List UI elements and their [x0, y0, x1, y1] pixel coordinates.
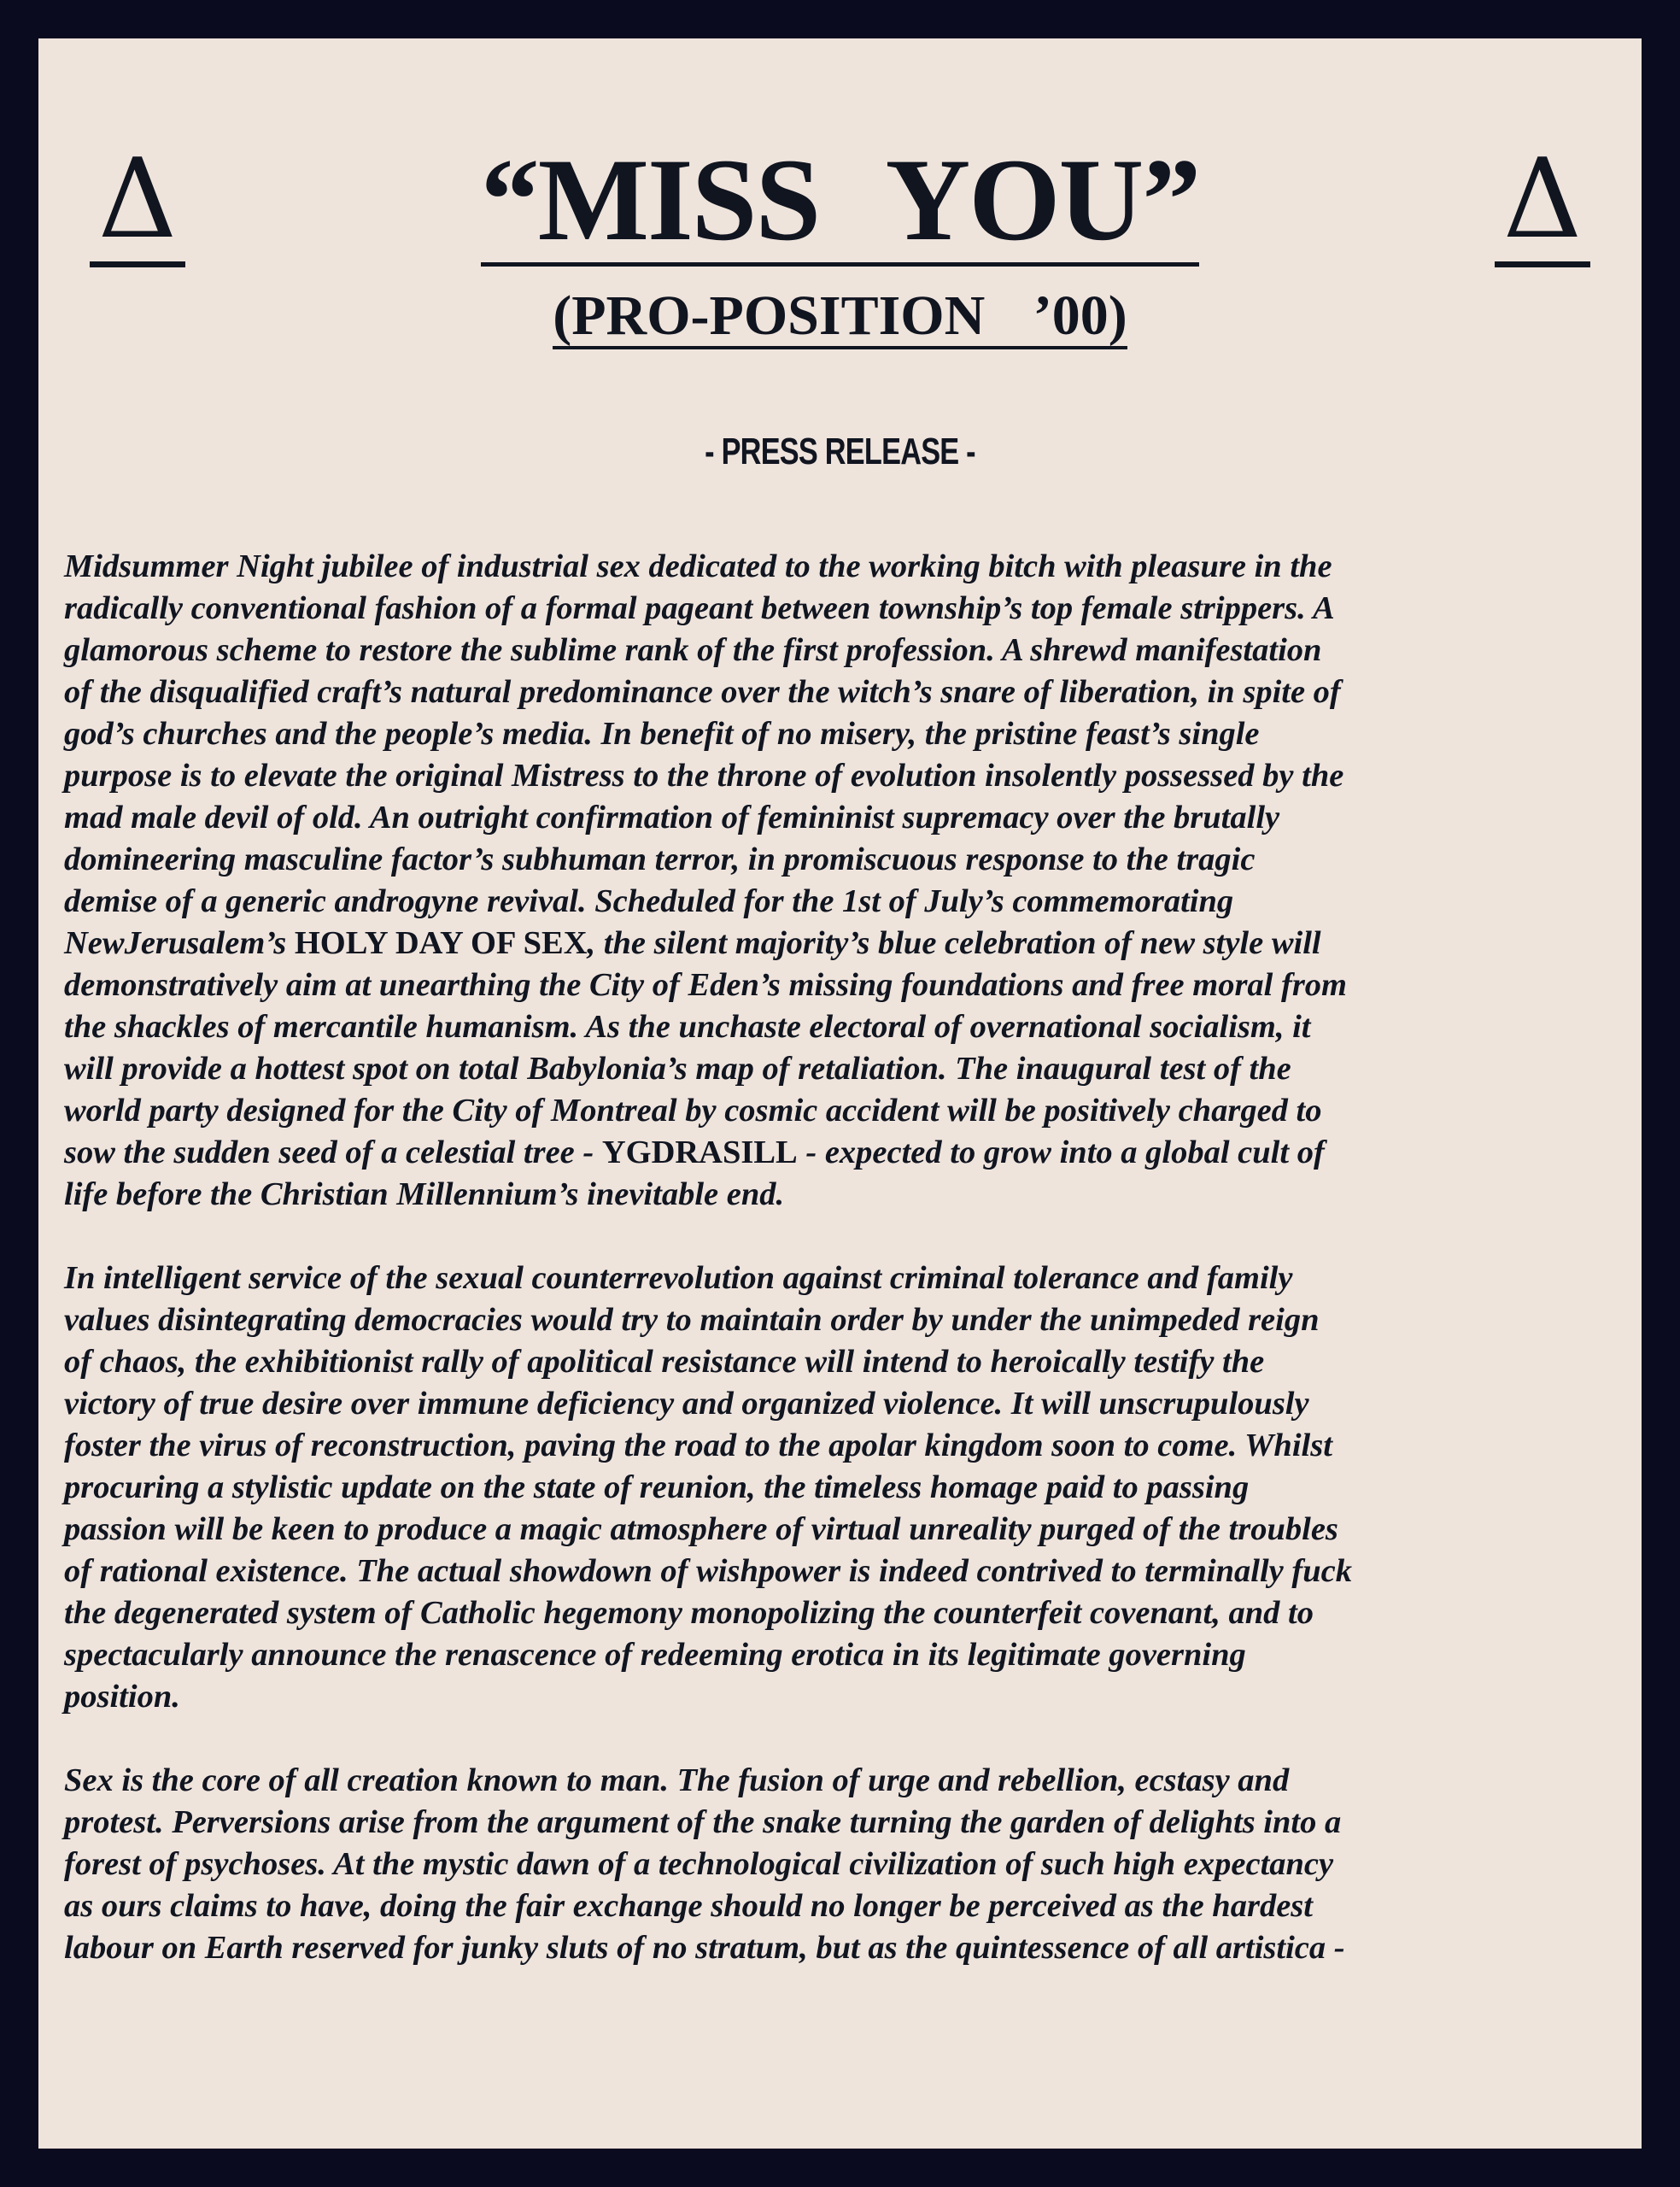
- text-fragment: sow the sudden seed of a celestial tree -: [64, 1135, 602, 1170]
- text-line: foster the virus of reconstruction, paving the road to the apolar kingdom soon to come. Whilst: [64, 1428, 1332, 1463]
- text-line: purpose is to elevate the original Mistress to the throne of evolution insolently possessed by the: [64, 758, 1344, 794]
- text-fragment: , the silent majority’s blue celebration of new style will: [587, 925, 1321, 961]
- text-line: glamorous scheme to restore the sublime rank of the first profession. A shrewd manifestation: [64, 632, 1322, 668]
- paragraph-3: [64, 1760, 1619, 1969]
- text-line: world party designed for the City of Montreal by cosmic accident will be positively charged to: [64, 1093, 1322, 1129]
- text-line: of chaos, the exhibitionist rally of apolitical resistance will intend to heroically testify the: [64, 1344, 1265, 1380]
- text-fragment: - expected to grow into a global cult of: [797, 1135, 1325, 1170]
- paragraph-2: [64, 1258, 1619, 1718]
- text-line-holy-day: [64, 923, 1619, 965]
- text-line: procuring a stylistic update on the state of reunion, the timeless homage paid to passing: [64, 1469, 1250, 1505]
- body-text: [64, 546, 1619, 2011]
- text-line: of the disqualified craft’s natural predominance over the witch’s snare of liberation, in spite of: [64, 674, 1341, 710]
- page-subtitle: (PRO-POSITION ’00): [553, 288, 1127, 349]
- text-line: demonstratively aim at unearthing the City of Eden’s missing foundations and free moral from: [64, 967, 1348, 1003]
- text-fragment: NewJerusalem’s: [64, 925, 295, 961]
- press-release-label: - PRESS RELEASE -: [705, 431, 975, 472]
- text-line: radically conventional fashion of a formal pageant between township’s top female strippers. A: [64, 590, 1335, 626]
- text-line: god’s churches and the people’s media. In benefit of no misery, the pristine feast’s single: [64, 716, 1260, 752]
- text-line: as ours claims to have, doing the fair exchange should no longer be perceived as the hardest: [64, 1888, 1313, 1924]
- page-title: “MISS YOU”: [480, 134, 1200, 265]
- text-line: the shackles of mercantile humanism. As the unchaste electoral of overnational socialism, it: [64, 1009, 1311, 1045]
- delta-glyph-left: Δ: [97, 136, 178, 263]
- paragraph-1: [64, 546, 1619, 1216]
- text-line: Midsummer Night jubilee of industrial sex dedicated to the working bitch with pleasure in the: [64, 548, 1332, 584]
- text-line: mad male devil of old. An outright confirmation of femininist supremacy over the brutally: [64, 800, 1280, 836]
- text-line: passion will be keen to produce a magic atmosphere of virtual unreality purged of the troubles: [64, 1511, 1338, 1547]
- text-line: values disintegrating democracies would try to maintain order by under the unimpeded reign: [64, 1302, 1320, 1338]
- text-line: victory of true desire over immune deficiency and organized violence. It will unscrupulously: [64, 1386, 1309, 1422]
- delta-glyph-right: Δ: [1502, 136, 1583, 263]
- title-block: [38, 134, 1642, 267]
- text-line: protest. Perversions arise from the argument of the snake turning the garden of delights into a: [64, 1804, 1342, 1840]
- text-line: demise of a generic androgyne revival. Scheduled for the 1st of July’s commemorating: [64, 883, 1234, 919]
- text-line: life before the Christian Millennium’s inevitable end.: [64, 1176, 785, 1212]
- text-line: labour on Earth reserved for junky sluts of no stratum, but as the quintessence of all artistica -: [64, 1930, 1345, 1966]
- text-line: of rational existence. The actual showdown of wishpower is indeed contrived to terminally fuck: [64, 1553, 1352, 1589]
- subtitle-block: [38, 284, 1642, 349]
- ygdrasill-emphasis: YGDRASILL: [601, 1135, 798, 1170]
- text-line: the degenerated system of Catholic hegemony monopolizing the counterfeit covenant, and to: [64, 1595, 1314, 1631]
- holy-day-emphasis: HOLY DAY OF SEX: [294, 925, 588, 961]
- text-line-ygdrasill: [64, 1132, 1619, 1174]
- text-line: Sex is the core of all creation known to man. The fusion of urge and rebellion, ecstasy and: [64, 1762, 1290, 1798]
- press-release-page: [38, 38, 1642, 2149]
- text-line: forest of psychoses. At the mystic dawn of a technological civilization of such high expectancy: [64, 1846, 1334, 1882]
- text-line: will provide a hottest spot on total Babylonia’s map of retaliation. The inaugural test of the: [64, 1051, 1291, 1087]
- text-line: In intelligent service of the sexual counterrevolution against criminal tolerance and family: [64, 1260, 1293, 1296]
- text-line: spectacularly announce the renascence of redeeming erotica in its legitimate governing: [64, 1637, 1246, 1673]
- text-line: domineering masculine factor’s subhuman terror, in promiscuous response to the tragic: [64, 841, 1256, 877]
- text-line: position.: [64, 1679, 180, 1715]
